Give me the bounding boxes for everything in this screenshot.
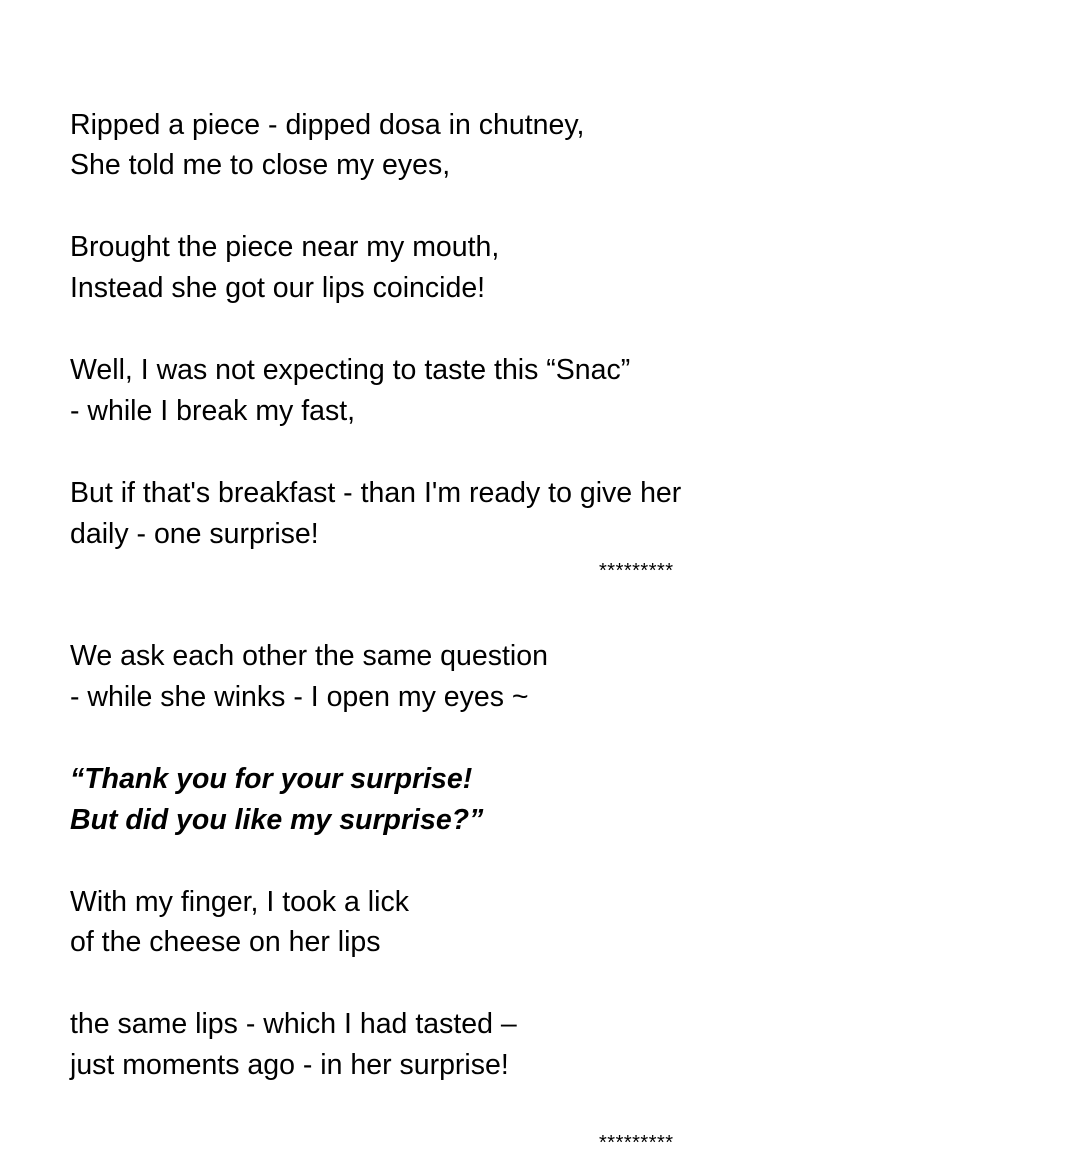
poem-line: - while I break my fast, [70, 395, 356, 427]
poem-line: But if that's breakfast - than I'm ready to give her [70, 477, 682, 509]
poem-line: She told me to close my eyes, [70, 149, 451, 181]
poem-line: Brought the piece near my mouth, [70, 231, 500, 263]
poem-line: just moments ago - in her surprise! [70, 1049, 509, 1081]
poem-line: of the cheese on her lips [70, 926, 381, 958]
poem-line: the same lips - which I had tasted – [70, 1008, 517, 1040]
poem-line: Instead she got our lips coincide! [70, 272, 486, 304]
poem-line-emphasis: “Thank you for your surprise! [70, 763, 473, 795]
poem-line: We ask each other the same question [70, 640, 548, 672]
section-separator: ********* [599, 560, 674, 582]
poem-line-emphasis: But did you like my surprise?” [70, 804, 484, 836]
poem-line: With my finger, I took a lick [70, 886, 409, 918]
poem-line: Well, I was not expecting to taste this “Snac” [70, 354, 631, 386]
section-separator: ********* [599, 1132, 674, 1154]
poem-line: Ripped a piece - dipped dosa in chutney, [70, 109, 585, 141]
poem-line: - while she winks - I open my eyes ~ [70, 681, 529, 713]
poem-line: daily - one surprise! [70, 518, 319, 550]
